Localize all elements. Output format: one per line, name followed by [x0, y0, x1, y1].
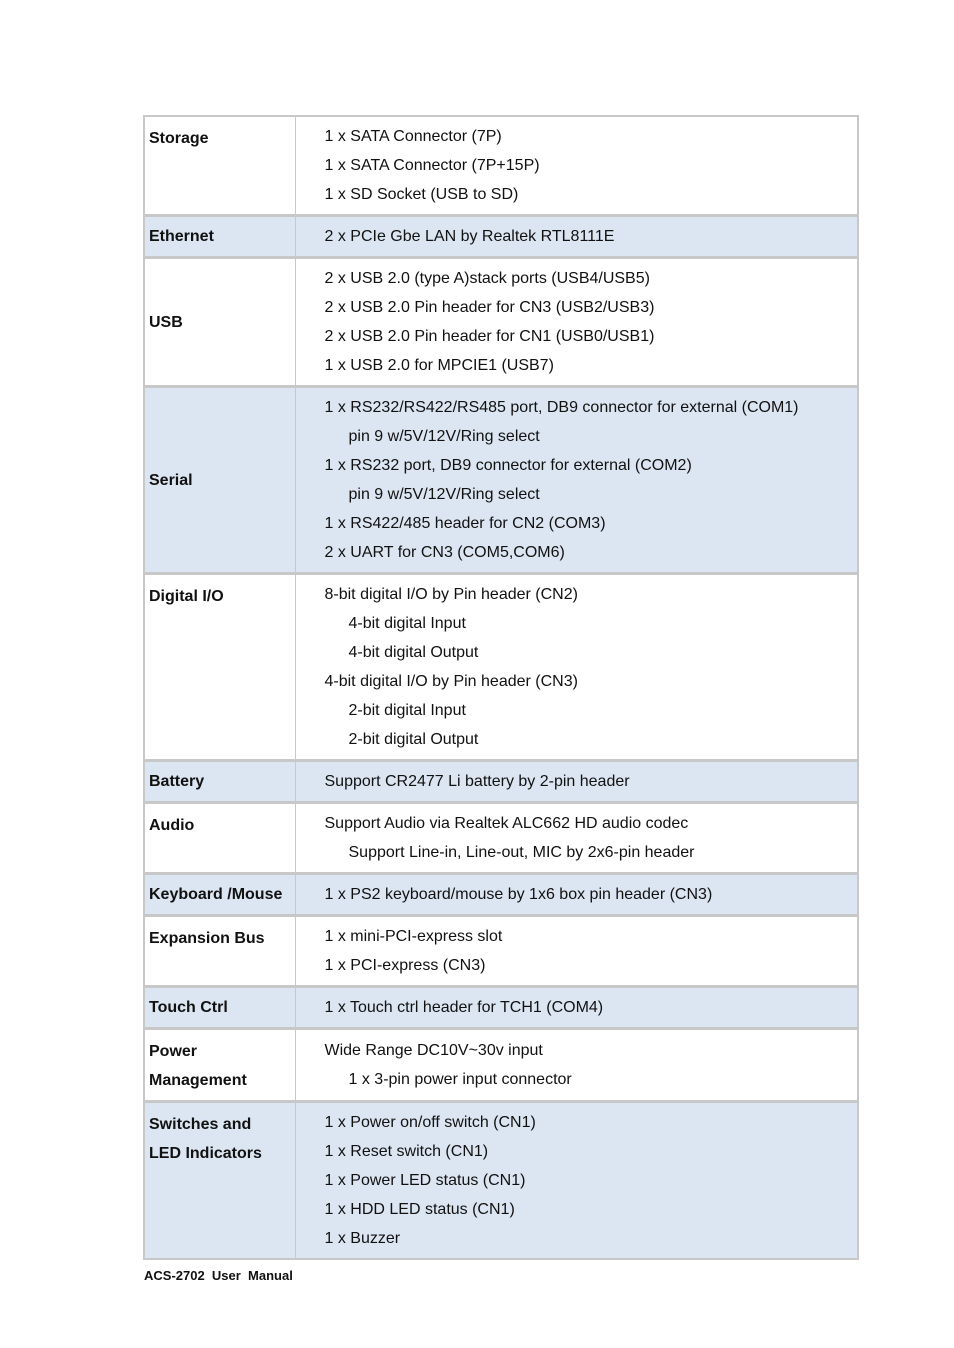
- spec-value: [295, 761, 858, 803]
- spec-value-line: 1 x RS422/485 header for CN2 (COM3): [324, 515, 606, 532]
- spec-value: [295, 574, 858, 761]
- spec-row: [144, 258, 858, 387]
- spec-value-line: 1 x Reset switch (CN1): [324, 1143, 489, 1160]
- spec-value: [295, 116, 858, 216]
- spec-value-line: 1 x SATA Connector (7P+15P): [324, 157, 540, 174]
- spec-value-line: 1 x SD Socket (USB to SD): [324, 186, 519, 203]
- spec-table-body: [144, 116, 858, 1259]
- spec-value-line: 1 x Buzzer: [324, 1230, 401, 1247]
- spec-value-line: 2-bit digital Output: [348, 731, 479, 748]
- spec-value-line: 8-bit digital I/O by Pin header (CN2): [324, 586, 578, 603]
- spec-value: [295, 258, 858, 387]
- spec-value-line: 1 x Power on/off switch (CN1): [324, 1114, 536, 1131]
- spec-value: [295, 1102, 858, 1260]
- spec-label-text: Storage: [149, 130, 209, 147]
- spec-value-line: 1 x Touch ctrl header for TCH1 (COM4): [324, 999, 604, 1016]
- spec-label-text: Battery: [149, 773, 205, 790]
- spec-label: [144, 803, 295, 874]
- spec-label: [144, 258, 295, 387]
- spec-row: [144, 1102, 858, 1260]
- spec-row: [144, 116, 858, 216]
- spec-label: [144, 387, 295, 574]
- spec-label: [144, 761, 295, 803]
- spec-value-line: 1 x PS2 keyboard/mouse by 1x6 box pin header (CN3): [324, 886, 713, 903]
- spec-value-line: 4-bit digital I/O by Pin header (CN3): [324, 673, 578, 690]
- spec-label: [144, 916, 295, 987]
- spec-label: [144, 1029, 295, 1102]
- spec-label-text: Keyboard /Mouse: [149, 886, 283, 903]
- spec-value-line: Support Audio via Realtek ALC662 HD audio codec: [324, 815, 689, 832]
- spec-row: [144, 1029, 858, 1102]
- spec-label-text: Audio: [149, 817, 195, 834]
- spec-value-line: 1 x RS232 port, DB9 connector for external (COM2): [324, 457, 692, 474]
- spec-value-line: 4-bit digital Output: [348, 644, 479, 661]
- spec-value-line: 2-bit digital Input: [348, 702, 466, 719]
- spec-value-line: 2 x PCIe Gbe LAN by Realtek RTL8111E: [324, 228, 615, 245]
- spec-value: [295, 803, 858, 874]
- spec-value-line: Support Line-in, Line-out, MIC by 2x6-pin header: [348, 844, 695, 861]
- spec-label-text: Management: [149, 1072, 247, 1089]
- spec-value-line: 1 x HDD LED status (CN1): [324, 1201, 515, 1218]
- spec-value-line: 2 x UART for CN3 (COM5,COM6): [324, 544, 565, 561]
- spec-value: [295, 216, 858, 258]
- spec-label: [144, 874, 295, 916]
- spec-value-line: 1 x RS232/RS422/RS485 port, DB9 connector for external (COM1): [324, 399, 799, 416]
- spec-label-text: Serial: [149, 471, 193, 489]
- spec-value-line: 4-bit digital Input: [348, 615, 466, 632]
- spec-row: [144, 916, 858, 987]
- spec-label: [144, 1102, 295, 1260]
- spec-value-line: 2 x USB 2.0 Pin header for CN1 (USB0/USB1): [324, 328, 655, 345]
- spec-label: [144, 116, 295, 216]
- spec-value-line: 2 x USB 2.0 (type A)stack ports (USB4/USB5): [324, 270, 650, 287]
- spec-label-text: Digital I/O: [149, 588, 224, 605]
- spec-label-text: Ethernet: [149, 228, 214, 245]
- spec-value-line: Support CR2477 Li battery by 2-pin header: [324, 773, 630, 790]
- spec-label-text: LED Indicators: [149, 1145, 262, 1162]
- spec-value: [295, 1029, 858, 1102]
- spec-value: [295, 874, 858, 916]
- spec-label: [144, 574, 295, 761]
- spec-value-line: 1 x SATA Connector (7P): [324, 128, 502, 145]
- spec-label-text: Expansion Bus: [149, 930, 265, 947]
- spec-value-line: 1 x Power LED status (CN1): [324, 1172, 526, 1189]
- spec-value-line: pin 9 w/5V/12V/Ring select: [348, 486, 540, 503]
- spec-value-line: 1 x PCI-express (CN3): [324, 957, 486, 974]
- spec-label: [144, 216, 295, 258]
- spec-label: [144, 987, 295, 1029]
- spec-value-line: 1 x USB 2.0 for MPCIE1 (USB7): [324, 357, 554, 374]
- spec-label-text: USB: [149, 313, 183, 331]
- spec-label-text: Power: [149, 1043, 198, 1060]
- spec-table: [143, 115, 859, 1260]
- spec-row: [144, 987, 858, 1029]
- spec-value: [295, 387, 858, 574]
- spec-value: [295, 987, 858, 1029]
- spec-row: [144, 761, 858, 803]
- footer-manual-title: ACS-2702 User Manual: [144, 1268, 293, 1283]
- spec-value-line: Wide Range DC10V~30v input: [324, 1042, 543, 1059]
- spec-value-line: 1 x 3-pin power input connector: [348, 1071, 572, 1088]
- spec-label-text: Switches and: [149, 1116, 252, 1133]
- spec-row: [144, 387, 858, 574]
- spec-row: [144, 874, 858, 916]
- spec-value-line: pin 9 w/5V/12V/Ring select: [348, 428, 540, 445]
- spec-row: [144, 803, 858, 874]
- spec-value: [295, 916, 858, 987]
- spec-row: [144, 216, 858, 258]
- spec-value-line: 1 x mini-PCI-express slot: [324, 928, 503, 945]
- spec-row: [144, 574, 858, 761]
- spec-value-line: 2 x USB 2.0 Pin header for CN3 (USB2/USB3): [324, 299, 655, 316]
- spec-label-text: Touch Ctrl: [149, 999, 228, 1016]
